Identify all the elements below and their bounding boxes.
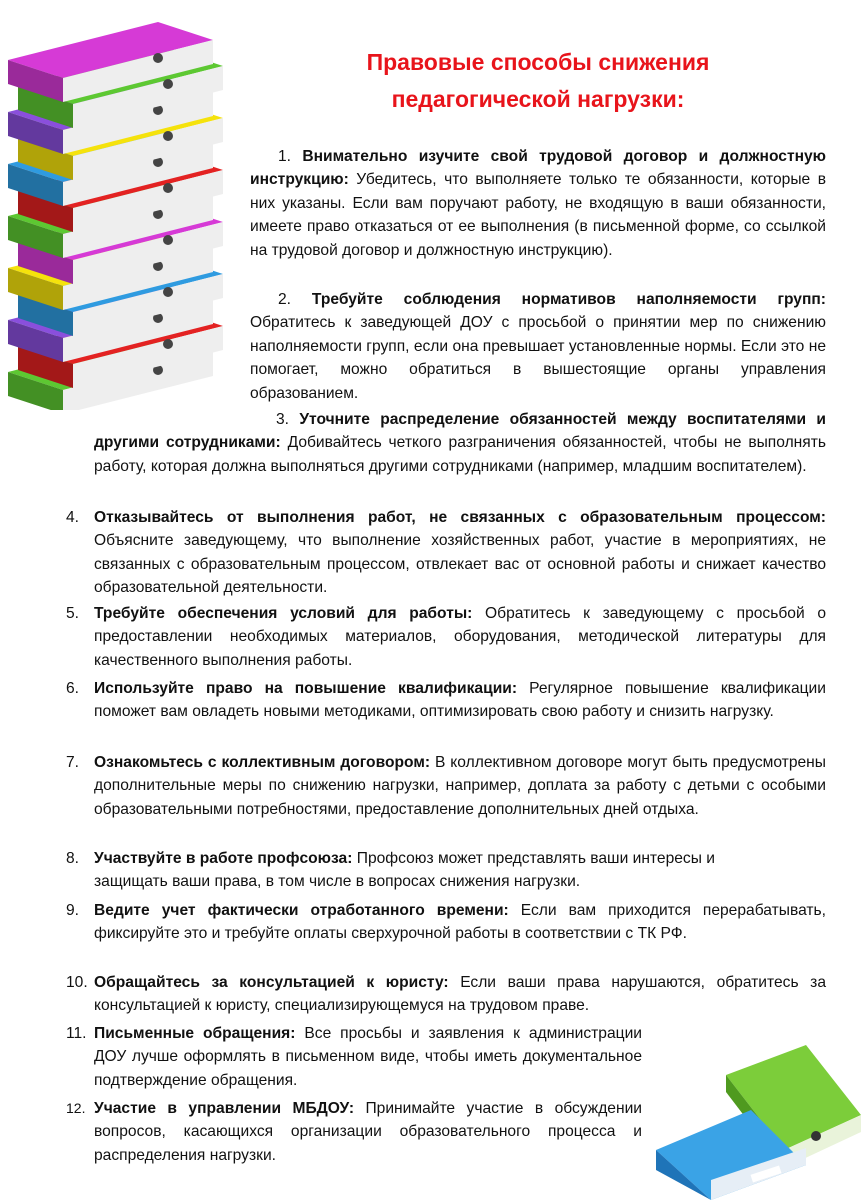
item-heading: Используйте право на повышение квалификации:: [94, 680, 518, 697]
item-text: Убедитесь, что выполняете только те обязанности, которые в них указаны. Если вам поручают работу, не входящую в ваши обязанности, имеете право отказаться от ее выполнения (в письменной форме, со ссылкой на трудовой договор и должностную инструкцию).: [250, 171, 826, 259]
list-item-4: [94, 506, 826, 600]
item-heading: Ознакомьтесь с коллективным договором:: [94, 754, 431, 771]
item-text: Обратитесь к заведующей ДОУ с просьбой о принятии мер по снижению наполняемости групп, если она превышает установленные нормы. Если это не помогает, можно обратиться в вышестоящие органы управления образованием.: [250, 314, 826, 402]
item-heading: Требуйте обеспечения условий для работы:: [94, 605, 473, 622]
item-heading: Участие в управлении МБДОУ:: [94, 1100, 355, 1117]
list-item-12: [94, 1097, 642, 1167]
list-item-1: [250, 145, 826, 262]
list-item-6: [94, 677, 826, 724]
item-text: Регулярное повышение квалификации поможет вам овладеть новыми методиками, оптимизировать свою работу и снизить нагрузку.: [94, 680, 826, 721]
item-number: 5.: [66, 605, 80, 622]
item-heading: Письменные обращения:: [94, 1025, 296, 1042]
item-number: 4.: [66, 509, 80, 526]
item-number: 1.: [278, 148, 292, 165]
item-text: Профсоюз может представлять ваши интересы и защищать ваши права, в том числе в вопросах снижения нагрузки.: [94, 850, 715, 891]
list-item-11: [94, 1022, 642, 1092]
binder-layers: [8, 22, 223, 410]
item-number: 2.: [278, 291, 292, 308]
item-text: Если вам приходится перерабатывать, фиксируйте это и требуйте оплаты сверхурочной работы в соответствии с ТК РФ.: [94, 902, 826, 943]
item-number: 8.: [66, 850, 80, 867]
item-text: В коллективном договоре могут быть предусмотрены дополнительные меры по снижению нагрузки, например, доплата за работу с детьми с особыми образовательными потребностями, предоставление дополнительных дней отдыха.: [94, 754, 826, 818]
item-heading: Отказывайтесь от выполнения работ, не связанных с образовательным процессом:: [94, 509, 826, 526]
item-heading: Внимательно изучите свой трудовой договор и должностную инструкцию:: [250, 148, 826, 189]
item-number: 7.: [66, 754, 80, 771]
item-text: Если ваши права нарушаются, обратитесь за консультацией к юристу, специализирующемуся на трудовом праве.: [94, 974, 826, 1015]
item-number: 9.: [66, 902, 80, 919]
item-number: 3.: [276, 411, 290, 428]
list-item-10: [94, 971, 826, 1018]
item-heading: Ведите учет фактически отработанного времени:: [94, 902, 509, 919]
item-text: Принимайте участие в обсуждении вопросов, касающихся организации образовательного процесса и распределения нагрузки.: [94, 1100, 642, 1164]
list-item-5: [94, 602, 826, 672]
item-heading: Уточните распределение обязанностей между воспитателями и другими сотрудниками:: [94, 411, 826, 452]
list-item-8: [94, 847, 784, 894]
item-text: Все просьбы и заявления к администрации ДОУ лучше оформлять в письменном виде, чтобы иметь документальное подтверждение обращения.: [94, 1025, 642, 1089]
item-text: Объясните заведующему, что выполнение хозяйственных работ, участие в мероприятиях, не связанных с образовательным процессом, отвлекает вас от основной работы и снижает качество образовательной деятельности.: [94, 532, 826, 597]
page-title: [300, 44, 776, 118]
list-item-3: [94, 408, 826, 478]
item-text: Добивайтесь четкого разграничения обязанностей, чтобы не выполнять работу, которая должна выполняться другими сотрудниками (например, младшим воспитателем).: [94, 434, 827, 475]
item-number: 6.: [66, 680, 80, 697]
list-item-9: [94, 899, 826, 946]
binder-stack-illustration: [0, 0, 235, 410]
list-item-2: [250, 288, 826, 405]
item-heading: Требуйте соблюдения нормативов наполняемости групп:: [311, 291, 826, 308]
title-line-1: Правовые способы снижения: [366, 49, 710, 75]
item-number: 12.: [66, 1100, 86, 1116]
item-text: Обратитесь к заведующему с просьбой о предоставлении необходимых материалов, оборудования, методической литературы для качественного выполнения работы.: [94, 605, 826, 669]
title-line-2: педагогической нагрузки:: [391, 86, 685, 112]
binders-corner-illustration: [656, 1040, 866, 1200]
item-heading: Обращайтесь за консультацией к юристу:: [94, 974, 449, 991]
item-number: 11.: [66, 1025, 87, 1042]
item-heading: Участвуйте в работе профсоюза:: [94, 850, 353, 867]
item-number: 10.: [66, 974, 88, 991]
list-item-7: [94, 751, 826, 821]
